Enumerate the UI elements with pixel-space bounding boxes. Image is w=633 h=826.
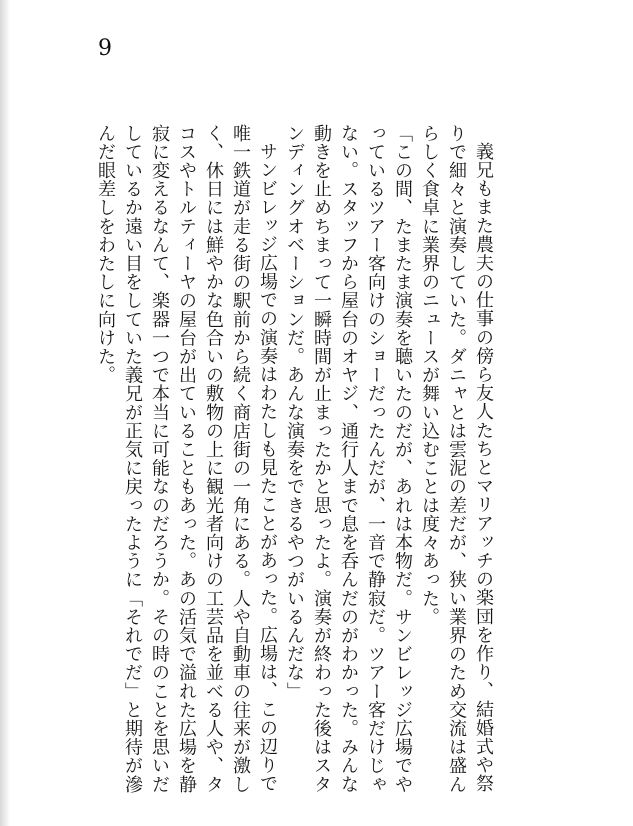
paragraph-3: サンビレッジ広場での演奏はわたしも見たことがあった。広場は、この辺りで唯一鉄道が走る街の駅前から続く商店街の一角にある。人や自動車の往来が激しく、休日には鮮やかな色合いの敷物の上に観光者向けの工芸品を並べる人や、タコスやトルティーヤの屋台が出ていることもあった。あの活気で溢れた広場を静寂に変えるなんて、楽器一つで本当に可能なのだろうか。その時のことを思いだしているか遠い目をしていた義兄が正気に戻ったように「それでだ」と期待が滲んだ眼差しをわたしに向けた。 xyxy=(95,124,278,794)
paragraph-2-dialogue: 「この間、たまたま演奏を聴いたのだが、あれは本物だ。サンビレッジ広場でやっているツアー客向けのショーだったんだが、一音で静寂だ。ツアー客だけじゃない。スタッフから屋台のオヤジ、通行人まで息を呑んだのがわかった。みんな動きを止めちまって一瞬時間が止まったかと思ったよ。演奏が終わった後はスタンディングオベーションだ。あんな演奏をできるやつがいるんだな」 xyxy=(284,124,413,794)
page-edge-shadow xyxy=(0,0,10,826)
paragraph-1: 義兄もまた農夫の仕事の傍ら友人たちとマリアッチの楽団を作り、結婚式や祭りで細々と演奏していた。ダニャとは雲泥の差だが、狭い業界のため交流は盛んらしく食卓に業界のニュースが舞い込むことは度々あった。 xyxy=(419,124,494,794)
page-number: 9 xyxy=(98,36,112,61)
vertical-text-body xyxy=(95,124,497,804)
